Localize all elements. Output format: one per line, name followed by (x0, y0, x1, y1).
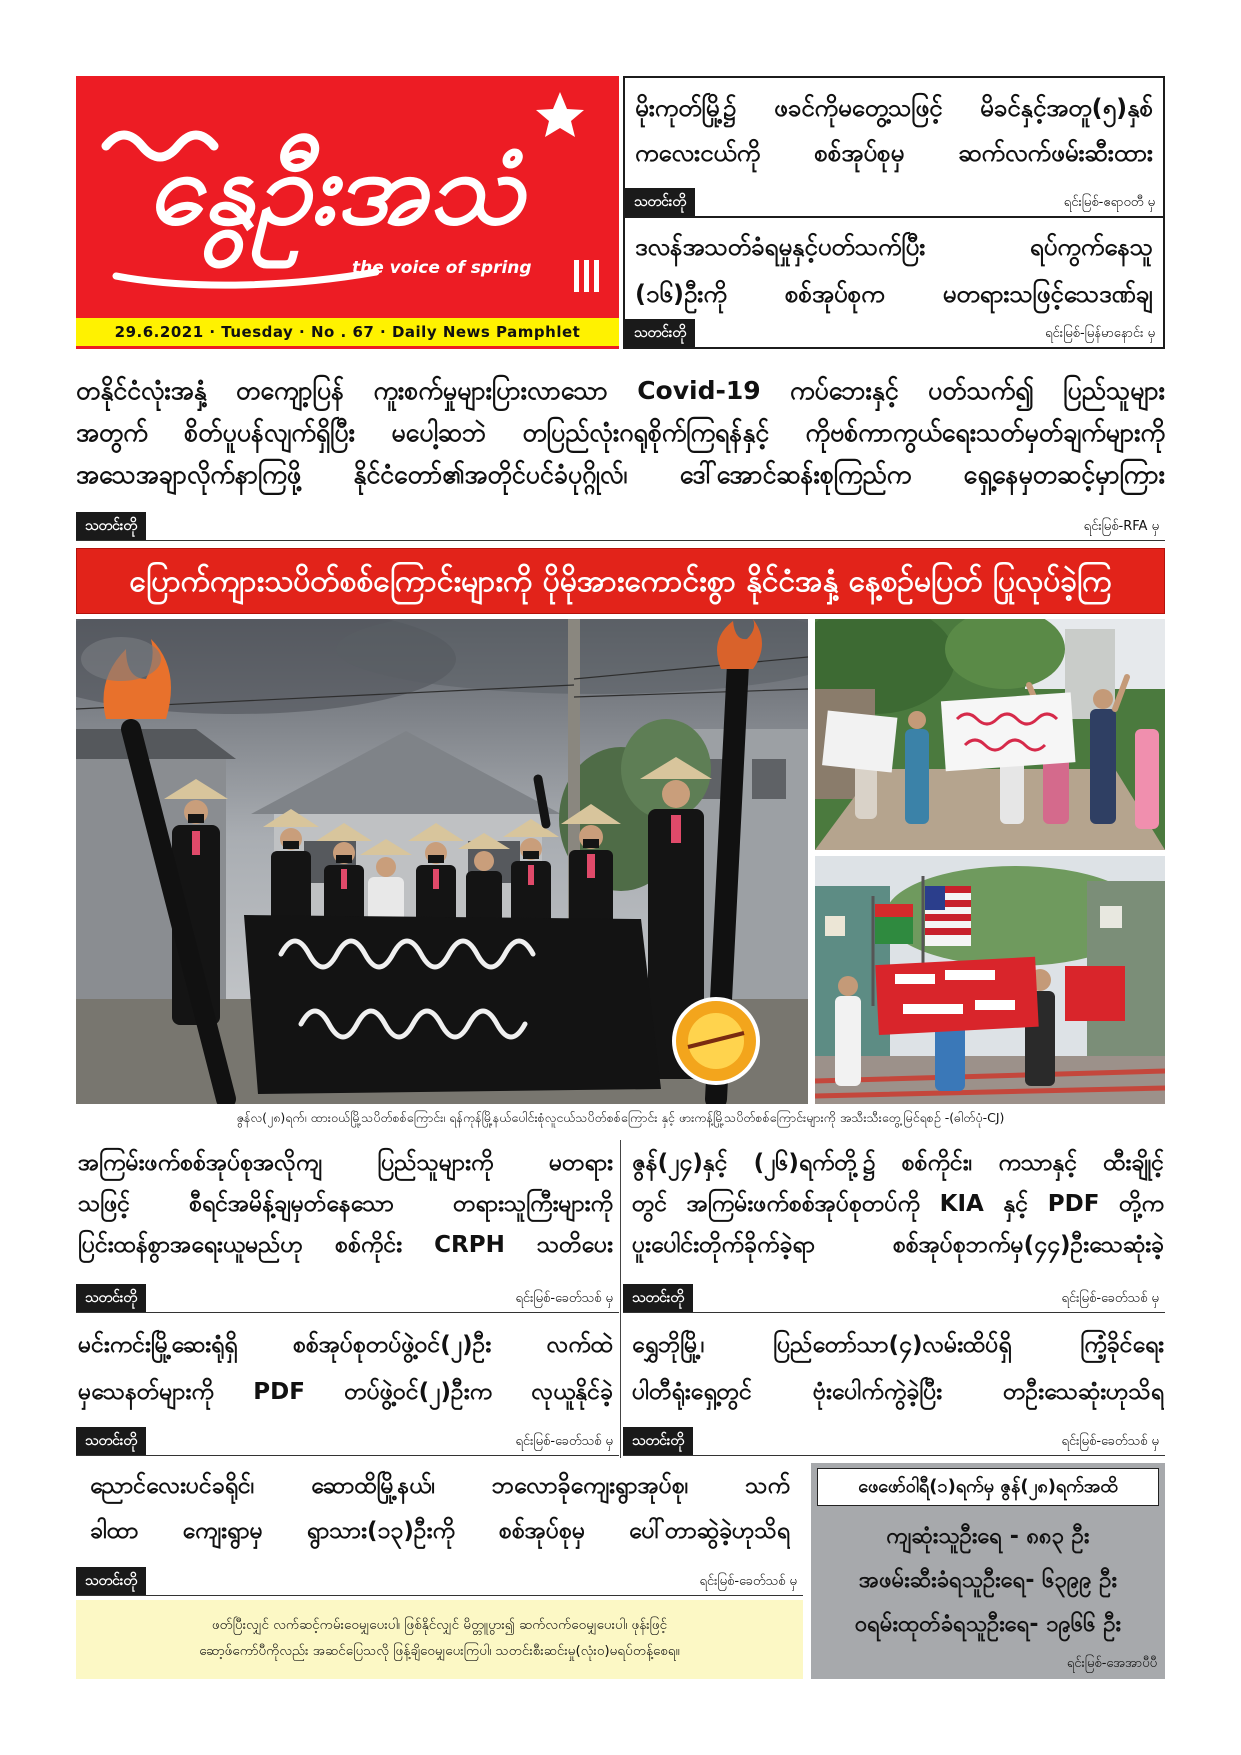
headline-line: ကလေးငယ်ကို စစ်အုပ်စုမှ ဆက်လက်ဖမ်းဆီးထား (635, 139, 1153, 167)
stats-rows (817, 1515, 1159, 1647)
headline-line: မိုးကုတ်မြို့၌ ဖခင်ကိုမတွေ့သဖြင့် မိခင်နှင့်အတူ(၅)နှစ် (635, 94, 1153, 122)
source-credit: ရင်းမြစ်-ခေတ်သစ် မှ (1061, 1291, 1159, 1306)
story-line: မှသေနတ်များကို PDF တပ်ဖွဲ့ဝင်(၂)ဦးက လုယူနိုင်ခဲ့ (78, 1379, 613, 1405)
story-tag-bar (76, 512, 1165, 541)
photo-caption: ဇွန်လ(၂၈)ရက်၊ ထားဝယ်မြို့သပိတ်စစ်ကြောင်း၊ ရန်ကုန်မြို့နယ်ပေါင်းစုံလူငယ်သပိတ်စစ်ကြောင်း နှင့် ဖားကန့်မြို့သပိတ်စစ်ကြောင်းများကို အသီးသီးတွေ့မြင်ရစဉ် -(ဓါတ်ပုံ-CJ) (236, 1110, 1005, 1125)
story-line: ပါတီရုံးရှေ့တွင် ဗုံးပေါက်ကွဲခဲ့ပြီး တဦးသေဆုံးဟုသိရ (632, 1379, 1164, 1405)
story-line: ရွှေဘိုမြို့၊ ပြည်တော်သာ(၄)လမ်းထိပ်ရှိ ကြံ့ခိုင်ရေး (632, 1332, 1164, 1358)
section-banner-headline: ပြောက်ကျားသပိတ်စစ်ကြောင်းများကို ပိုမိုအားကောင်းစွာ နိုင်ငံအနှံ့ နေ့စဉ်မပြတ် ပြုလုပ်ခဲ့ကြ (76, 548, 1165, 614)
casualty-stats-box (811, 1463, 1165, 1679)
news-brief (78, 1322, 613, 1416)
photo-torch-protest (76, 619, 808, 1104)
source-credit: ရင်းမြစ်-ဧရာဝတီ မှ (1063, 195, 1155, 210)
bars-ornament-icon (574, 260, 604, 294)
news-brief-tag: သတင်းတို (76, 1567, 146, 1595)
news-brief-tag: သတင်းတို (76, 1427, 146, 1455)
source-credit: ရင်းမြစ်-ခေတ်သစ် မှ (515, 1434, 613, 1449)
photo-red-banner-march (815, 856, 1165, 1104)
story-tag-bar (76, 1427, 619, 1456)
news-brief-tag: သတင်းတို (623, 1284, 693, 1312)
news-brief (90, 1464, 790, 1554)
share-notice (76, 1600, 803, 1679)
stats-period: ဖေဖော်ဝါရီ(၁)ရက်မှ ဇွန်(၂၈)ရက်အထိ (817, 1468, 1159, 1506)
source-credit: ရင်းမြစ်-အေအာပီပီ (1066, 1656, 1157, 1671)
story-line: အကြမ်းဖက်စစ်အုပ်စုအလိုကျ ပြည်သူများကို မတရား (78, 1150, 613, 1176)
top-story-box (623, 216, 1165, 349)
headline (635, 224, 1153, 318)
news-brief (78, 1143, 613, 1266)
column-divider (620, 1140, 621, 1458)
story-line: သဖြင့် စီရင်အမိန့်ချမှတ်နေသော တရားသူကြီးများကို (78, 1191, 613, 1217)
story-line: မင်းကင်းမြို့ဆေးရုံရှိ စစ်အုပ်စုတပ်ဖွဲ့ဝင်(၂)ဦး လက်ထဲ (78, 1332, 613, 1358)
photo-youth-march (815, 619, 1165, 850)
stats-row-killed: ကျဆုံးသူဦးရေ - ၈၈၃ ဦး (886, 1524, 1090, 1549)
masthead (76, 76, 619, 349)
story-tag-bar (623, 1284, 1165, 1313)
stats-row-arrested: အဖမ်းဆီးခံရသူဦးရေ- ၆၃၉၉ ဦး (858, 1568, 1118, 1593)
source-credit: ရင်းမြစ်-ခေတ်သစ် မှ (1061, 1434, 1159, 1449)
black-banner (244, 915, 661, 1094)
story-tag-bar (76, 1567, 803, 1596)
story-line: ပူးပေါင်းတိုက်ခိုက်ခဲ့ရာ စစ်အုပ်စုဘက်မှ(၄၄)ဦးသေဆုံးခဲ့ (632, 1232, 1164, 1258)
source-credit: ရင်းမြစ်-ခေတ်သစ် မှ (699, 1574, 797, 1589)
story-line: ခါထာ ကျေးရွာမှ ရွာသား(၁၃)ဦးကို စစ်အုပ်စုမှ ပေါ်တာဆွဲခဲ့ဟုသိရ (90, 1518, 790, 1544)
dateline: 29.6.2021 · Tuesday · No . 67 · Daily News Pamphlet (76, 318, 619, 346)
news-brief (632, 1143, 1164, 1266)
news-brief-tag: သတင်းတို (76, 1284, 146, 1312)
notice-line: ဆော့ဖ်ကော်ပီကိုလည်း အဆင်ပြေသလို ဖြန့်ချိဝေမျှပေးကြပါ၊ သတင်းစီးဆင်းမှု(လုံးဝ)မရပ်တန့်စေရ။ (199, 1643, 680, 1659)
story-tag-bar (76, 1284, 619, 1313)
logo-tagline: the voice of spring (352, 258, 532, 278)
logo-wordmark: နွေဦးအသံ (147, 130, 525, 247)
headline (635, 86, 1153, 176)
story-line: ညောင်လေးပင်ခရိုင်၊ ဆောထိမြို့နယ်၊ ဘလောခိုကျေးရွာအုပ်စု၊ သက် (90, 1473, 790, 1499)
top-story-box (623, 76, 1165, 218)
news-brief-tag: သတင်းတို (76, 512, 146, 540)
news-brief-tag: သတင်းတို (625, 319, 695, 347)
story-line: ဇွန်(၂၄)နှင့် (၂၆)ရက်တို့၌ စစ်ကိုင်း၊ ကသာနှင့် ထီးချိုင့် (632, 1150, 1164, 1176)
headline-line: ဒလန်အသတ်ခံရမှုနှင့်ပတ်သက်ပြီး ရပ်ကွက်နေသူ (635, 233, 1153, 261)
lead-line: အသေအချာလိုက်နာကြဖို့ နိုင်ငံတော်၏အတိုင်ပင်ခံပုဂ္ဂိုလ်၊ ဒေါ်အောင်ဆန်းစုကြည်က ရှေ့နေမှတဆင့်မှာကြား (76, 460, 1165, 489)
notice-line: ဖတ်ပြီးလျှင် လက်ဆင့်ကမ်းဝေမျှပေးပါ၊ ဖြစ်နိုင်လျှင် မိတ္တူပွား၍ ဆက်လက်ဝေမျှပေးပါ၊ ဖုန်းဖြင့် (211, 1617, 668, 1633)
story-line: ပြင်းထန်စွာအရေးယူမည်ဟု စစ်ကိုင်း CRPH သတိပေး (78, 1232, 613, 1258)
story-line: တွင် အကြမ်းဖက်စစ်အုပ်စုတပ်ကို KIA နှင့် PDF တို့က (632, 1191, 1164, 1217)
seal-logo-icon (674, 999, 758, 1083)
news-brief-tag: သတင်းတို (625, 188, 695, 216)
story-tag-bar (623, 1427, 1165, 1456)
source-credit: ရင်းမြစ်-မြန်မာနောင်း မှ (1045, 326, 1155, 341)
lead-line: အတွက် စိတ်ပူပန်လျက်ရှိပြီး မပေါ့ဆဘဲ တပြည်လုံးဂရုစိုက်ကြရန်နှင့် ကိုဗစ်ကာကွယ်ရေးသတ်မှတ်ချက်များကို (76, 418, 1165, 447)
news-brief (632, 1322, 1164, 1416)
headline-line: (၁၆)ဦးကို စစ်အုပ်စုက မတရားသဖြင့်သေဒဏ်ချ (635, 280, 1153, 308)
source-credit: ရင်းမြစ်-RFA မှ (1083, 519, 1159, 534)
source-credit: ရင်းမြစ်-ခေတ်သစ် မှ (515, 1291, 613, 1306)
news-brief-tag: သတင်းတို (623, 1427, 693, 1455)
lead-line: တနိုင်ငံလုံးအနှံ့ တကျော့ပြန် ကူးစက်မှုများပြားလာသော Covid-19 ကပ်ဘေးနှင့် ပတ်သက်၍ ပြည်သူများ (76, 376, 1165, 405)
lead-story (76, 370, 1165, 496)
stats-row-warrants: ဝရမ်းထုတ်ခံရသူဦးရေ- ၁၉၆၆ ဦး (854, 1612, 1122, 1637)
